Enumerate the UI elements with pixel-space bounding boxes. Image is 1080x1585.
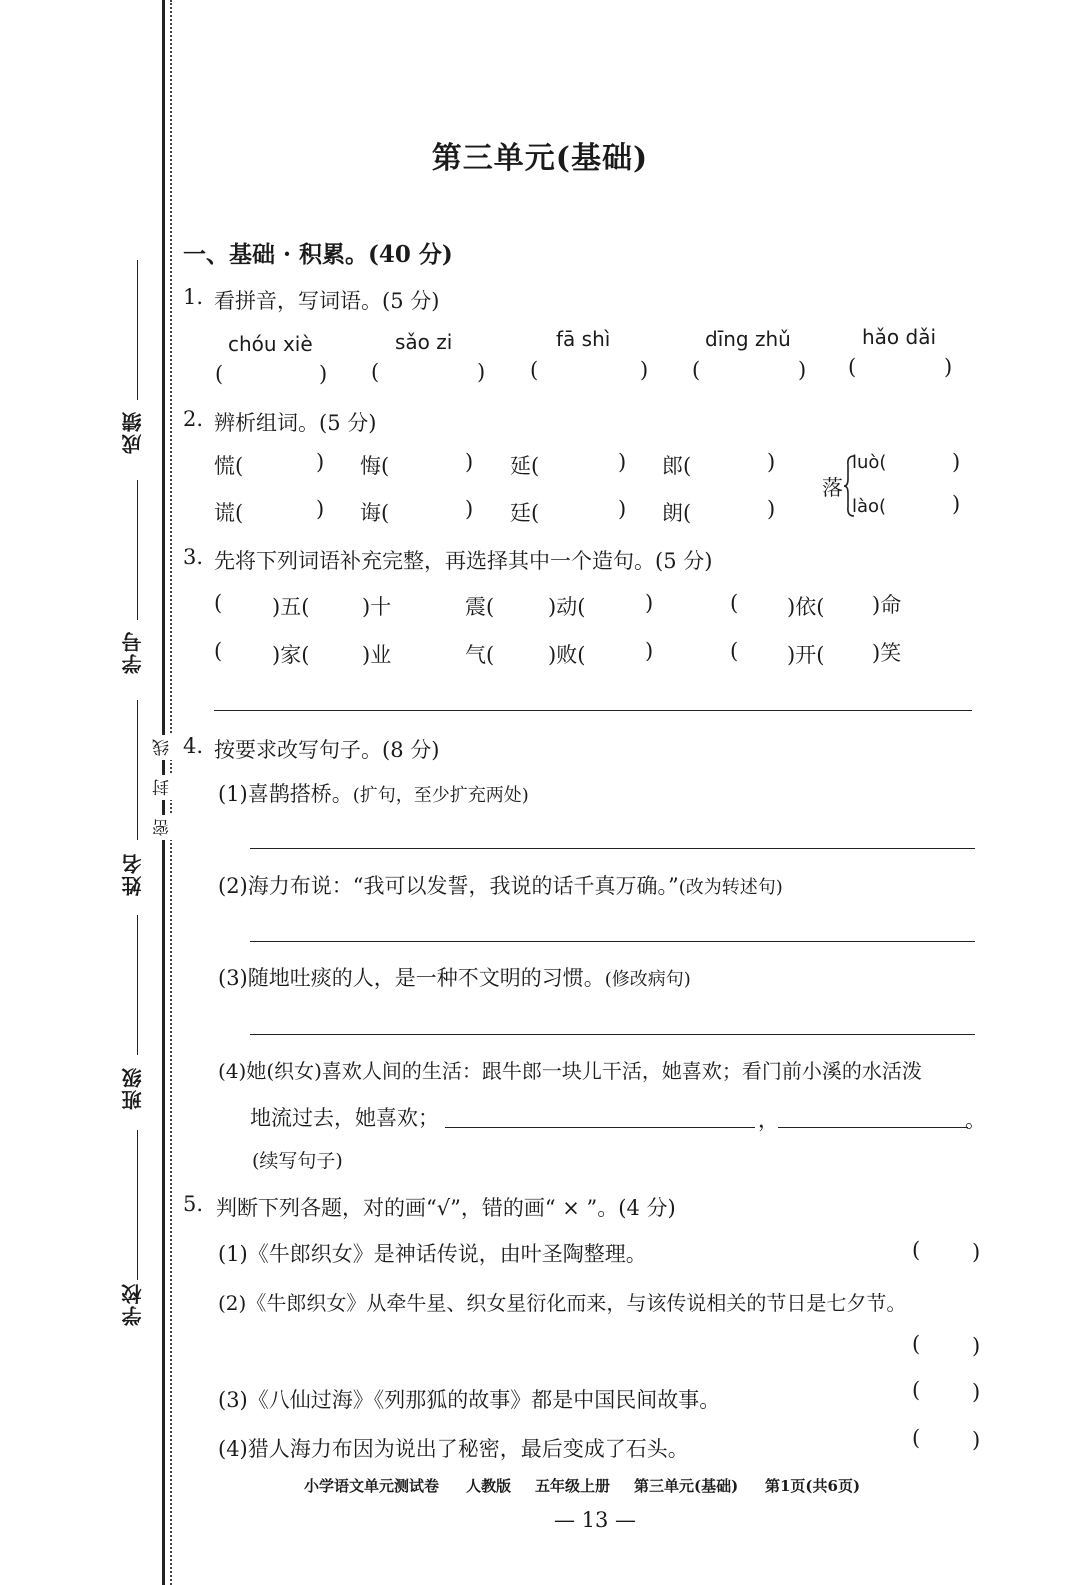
paren-close: ) — [465, 497, 474, 521]
number-line — [137, 480, 138, 620]
period: 。 — [965, 1108, 986, 1132]
idiom-part[interactable]: ( — [214, 639, 223, 663]
answer-blank-close: ) — [477, 360, 486, 384]
sentence-2: (2)海力布说：“我可以发誓，我说的话千真万确。”(改为转述句) — [218, 874, 783, 898]
answer-line[interactable] — [250, 941, 975, 942]
idiom-part: )命 — [872, 593, 902, 617]
q5-prompt: 判断下列各题，对的画“√”，错的画“ × ”。(4 分) — [216, 1196, 676, 1220]
char-blank[interactable]: 郎( — [662, 454, 692, 478]
seal-text-line: 线 — [150, 735, 175, 760]
answer-blank[interactable]: ( — [371, 360, 380, 384]
paren-close: ) — [952, 492, 961, 516]
paren-close: ) — [618, 450, 627, 474]
idiom-part[interactable]: ( — [730, 639, 739, 663]
char-blank[interactable]: 延( — [510, 454, 540, 478]
class-label: 班级 — [121, 1066, 145, 1110]
section-heading: 一、基础 · 积累。(40 分) — [183, 241, 453, 268]
idiom-part[interactable]: )开( — [787, 643, 825, 667]
judge-blank[interactable]: ( — [912, 1378, 921, 1402]
footer-edition: 人教版 — [466, 1477, 512, 1495]
pinyin: hǎo dǎi — [862, 325, 937, 349]
judge-item-4: (4)猎人海力布因为说出了秘密，最后变成了石头。 — [218, 1437, 689, 1461]
idiom-part: )笑 — [872, 641, 902, 665]
paren-close: ) — [618, 497, 627, 521]
idiom-part: )业 — [362, 643, 392, 667]
paren-close: ) — [767, 450, 776, 474]
q2-prompt: 辨析组词。(5 分) — [214, 411, 377, 435]
name-line — [137, 700, 138, 840]
char-blank[interactable]: 诲( — [360, 501, 390, 525]
pinyin: fā shì — [556, 327, 611, 351]
answer-blank[interactable]: ( — [215, 362, 224, 386]
seal-text-secret: 密 — [150, 815, 175, 840]
paren-close: ) — [316, 497, 325, 521]
pinyin: sǎo zi — [395, 330, 453, 354]
name-label: 姓名 — [121, 852, 145, 896]
score-line — [137, 260, 138, 400]
sentence-4-cont: 地流过去，她喜欢； — [250, 1106, 439, 1130]
q4-number: 4. — [183, 734, 204, 758]
score-label: 成绩 — [121, 410, 145, 454]
idiom-part[interactable]: 震( — [465, 595, 495, 619]
pinyin: dīng zhǔ — [705, 327, 791, 351]
judge-blank-close: ) — [972, 1334, 981, 1358]
judge-item-3: (3)《八仙过海》《列那狐的故事》都是中国民间故事。 — [218, 1388, 721, 1412]
page-number: — 13 — — [553, 1508, 637, 1532]
paren-close: ) — [952, 450, 961, 474]
paren-close: ) — [767, 497, 776, 521]
polyphone-pinyin[interactable]: luò( — [852, 452, 887, 473]
footer-book: 小学语文单元测试卷 — [304, 1477, 440, 1495]
polyphone-pinyin[interactable]: lào( — [852, 496, 887, 517]
char-blank[interactable]: 朗( — [662, 501, 692, 525]
answer-line[interactable] — [778, 1127, 968, 1128]
q4-prompt: 按要求改写句子。(8 分) — [214, 738, 440, 762]
idiom-part[interactable]: 气( — [465, 643, 495, 667]
idiom-part[interactable]: )败( — [548, 643, 586, 667]
q3-number: 3. — [183, 545, 204, 569]
answer-blank-close: ) — [944, 355, 953, 379]
judge-item-1: (1)《牛郎织女》是神话传说，由叶圣陶整理。 — [218, 1242, 647, 1266]
answer-blank-close: ) — [319, 362, 328, 386]
idiom-part[interactable]: ( — [214, 591, 223, 615]
answer-line[interactable] — [250, 848, 975, 849]
judge-blank[interactable]: ( — [912, 1426, 921, 1450]
paren-close: ) — [316, 450, 325, 474]
polyphone-char: 落 — [822, 476, 843, 500]
answer-line[interactable] — [250, 1034, 975, 1035]
answer-blank[interactable]: ( — [848, 355, 857, 379]
idiom-part: ) — [645, 639, 654, 663]
sentence-4-req: (续写句子) — [252, 1150, 343, 1172]
judge-item-2: (2)《牛郎织女》从牵牛星、织女星衍化而来，与该传说相关的节日是七夕节。 — [218, 1291, 907, 1315]
seal-text-seal: 封 — [150, 775, 175, 800]
sentence-1: (1)喜鹊搭桥。(扩句，至少扩充两处) — [218, 782, 529, 806]
q2-number: 2. — [183, 407, 204, 431]
char-blank[interactable]: 悔( — [360, 454, 390, 478]
judge-blank[interactable]: ( — [912, 1332, 921, 1356]
answer-blank[interactable]: ( — [692, 358, 701, 382]
judge-blank-close: ) — [972, 1380, 981, 1404]
idiom-part[interactable]: ( — [730, 591, 739, 615]
q1-prompt: 看拼音，写词语。(5 分) — [214, 289, 440, 313]
answer-blank-close: ) — [640, 358, 649, 382]
char-blank[interactable]: 谎( — [214, 501, 244, 525]
idiom-part: )十 — [362, 595, 392, 619]
answer-blank[interactable]: ( — [530, 358, 539, 382]
judge-blank-close: ) — [972, 1240, 981, 1264]
idiom-part[interactable]: )家( — [272, 643, 310, 667]
answer-blank-close: ) — [798, 358, 807, 382]
idiom-part[interactable]: )动( — [548, 595, 586, 619]
judge-blank-close: ) — [972, 1428, 981, 1452]
sentence-4: (4)她(织女)喜欢人间的生活：跟牛郎一块儿干活，她喜欢；看门前小溪的水活泼 — [218, 1059, 922, 1083]
pinyin: chóu xiè — [228, 332, 313, 356]
idiom-part[interactable]: )五( — [272, 595, 310, 619]
judge-blank[interactable]: ( — [912, 1238, 921, 1262]
q3-prompt: 先将下列词语补充完整，再选择其中一个造句。(5 分) — [214, 549, 713, 573]
answer-line[interactable] — [214, 710, 972, 711]
paren-close: ) — [465, 450, 474, 474]
class-line — [137, 915, 138, 1055]
school-label: 学校 — [121, 1282, 145, 1326]
answer-line[interactable] — [445, 1127, 755, 1128]
footer-pages: 第1页(共6页) — [765, 1477, 861, 1495]
footer-unit: 第三单元(基础) — [634, 1477, 739, 1495]
char-blank[interactable]: 慌( — [214, 454, 244, 478]
page-title: 第三单元(基础) — [431, 141, 649, 176]
sentence-3: (3)随地吐痰的人，是一种不文明的习惯。(修改病句) — [218, 966, 691, 990]
number-label: 学号 — [121, 630, 145, 674]
idiom-part[interactable]: )依( — [787, 595, 825, 619]
char-blank[interactable]: 廷( — [510, 501, 540, 525]
footer-grade: 五年级上册 — [535, 1477, 611, 1495]
q5-number: 5. — [183, 1192, 204, 1216]
q1-number: 1. — [183, 285, 204, 309]
idiom-part: ) — [645, 591, 654, 615]
comma: ， — [758, 1108, 779, 1132]
school-line — [137, 1130, 138, 1280]
